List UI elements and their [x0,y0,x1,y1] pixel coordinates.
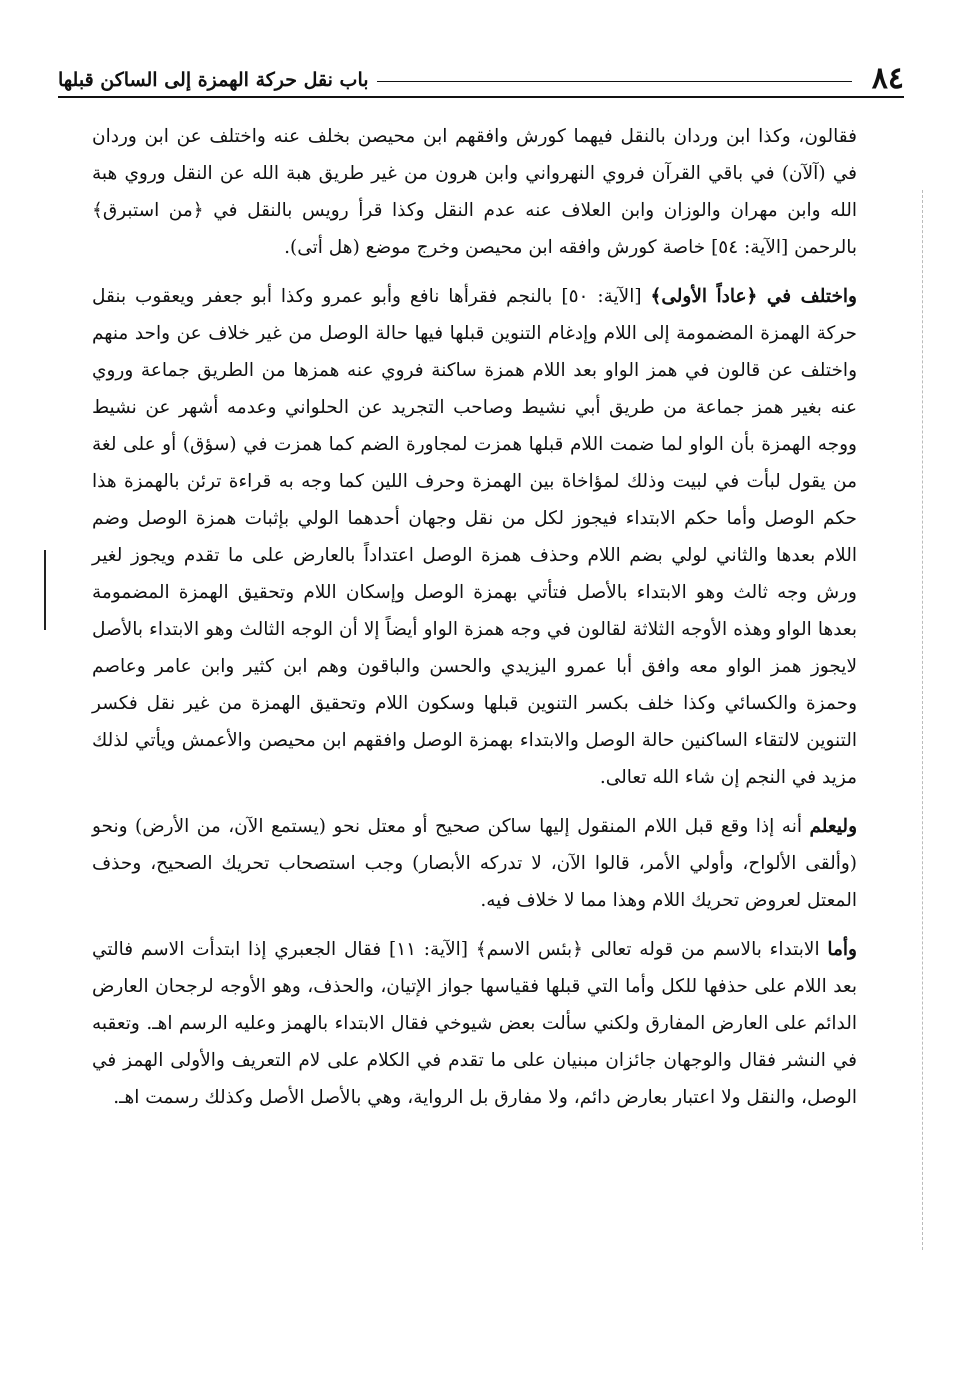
page-header [58,52,904,98]
margin-mark [44,550,46,630]
paragraph-text: [الآية: ٥٠] بالنجم فقرأها نافع وأبو عمرو وكذا أبو جعفر ويعقوب بنقل حركة الهمزة المضمومة إلى اللام وإدغام التنوين قبلها فيها حالة الوصل من غير خلاف عن واحد منهم واختلف عن قالون في همز الواو بعد اللام همزة ساكنة فروي عنه همزها من الطريق جماعة وروي عنه بغير همز جماعة من طريق أبي نشيط وصاحب التجريد عن الحلواني وعدمه أشهر عن نشيط ووجه الهمزة بأن الواو لما ضمت اللام قبلها همزت لمجاورة الضم كما همزت في (سؤق) أو على لغة من يقول لبأت في لبيت وذلك لمؤاخاة بين الهمزة وحرف اللين كما وجه به قراءة ترئن بالهمزة هذا حكم الوصل وأما حكم الابتداء فيجوز لكل من نقل وجهان أحدهما الولي بإثبات همزة الوصل وضم اللام بعدها والثاني لولي بضم اللام وحذف همزة الوصل اعتداداً بالعارض على ما تقدم ويجوز لغير ورش وجه ثالث وهو الابتداء بالأصل فتأتي بهمزة الوصل وإسكان اللام وتحقيق الهمزة المضمومة بعدها الواو وهذه الأوجه الثلاثة لقالون في وجه همزة الواو أيضاً إلا أن الوجه الثالث وهو الابتداء بالأصل لايجوز همز الواو معه وافق أبا عمرو اليزيدي والحسن والباقون وهم ابن كثير وابن عامر وعاصم وحمزة والكسائي وكذا خلف بكسر التنوين قبلها وسكون اللام وتحقيق الهمزة من غير نقل فكسر التنوين لالتقاء الساكنين حالة الوصل والابتداء بهمزة الوصل وافقهم ابن محيصن والأعمش ويأتي لذلك مزيد في النجم إن شاء الله تعالى. [92,286,857,788]
paragraph-3 [92,808,857,919]
page-number: ٨٤ [871,61,904,96]
paragraph-2 [92,278,857,796]
paragraph-4 [92,931,857,1116]
fold-line [922,190,924,1250]
chapter-title: باب نقل حركة الهمزة إلى الساكن قبلها [58,69,369,91]
main-text [92,118,857,1128]
paragraph-text: الابتداء بالاسم من قوله تعالى ﴿بئس الاسم﴾ [الآية: ١١] فقال الجعبري إذا ابتدأت الاسم فالتي بعد اللام على حذفها للكل وأما التي قبلها فقياسها جواز الإتيان، والحذف، وهو الأوجه لرجحان العارض الدائم على العارض المفارق ولكني سألت بعض شيوخي فقال الابتداء بالهمز وعليه الرسم اهـ. وتعقبه في النشر فقال والوجهان جائزان مبنيان على ما تقدم في الكلام على لام التعريف والأولى الهمز في الوصل، والنقل ولا اعتبار بعارض دائم، ولا مفارق بل الرواية، وهي بالأصل الأصل وكذلك رسمت اهـ. [92,939,857,1108]
paragraph-lead: واختلف في ﴿عاداً الأولى﴾ [650,286,857,307]
paragraph-1 [92,118,857,266]
paragraph-text: فقالون، وكذا ابن وردان بالنقل فيهما كورش وافقهم ابن محيصن بخلف عنه واختلف عن ابن وردان في (آلآن) في باقي القرآن فروي النهرواني وابن هرون من غير طريق هبة الله عن النقل وروي هبة الله وابن مهران والوزان وابن العلاف عنه عدم النقل وكذا قرأ رويس بالنقل في ﴿من استبرق﴾ بالرحمن [الآية: ٥٤] خاصة كورش وافقه ابن محيصن وخرج موضع (هل أتى). [92,126,857,258]
header-rule [377,81,852,82]
paragraph-lead: وليعلم [809,816,857,837]
paragraph-lead: وأما [827,939,857,960]
paragraph-text: أنه إذا وقع قبل اللام المنقول إليها ساكن صحيح أو معتل نحو (يستمع الآن، من الأرض) ونحو (وألقى الألواح، وأولي الأمر، قالوا الآن، لا تدركه الأبصار) وجب استصحاب تحريك الصحيح، وحذف المعتل لعروض تحريك اللام وهذا مما لا خلاف فيه. [92,816,857,911]
